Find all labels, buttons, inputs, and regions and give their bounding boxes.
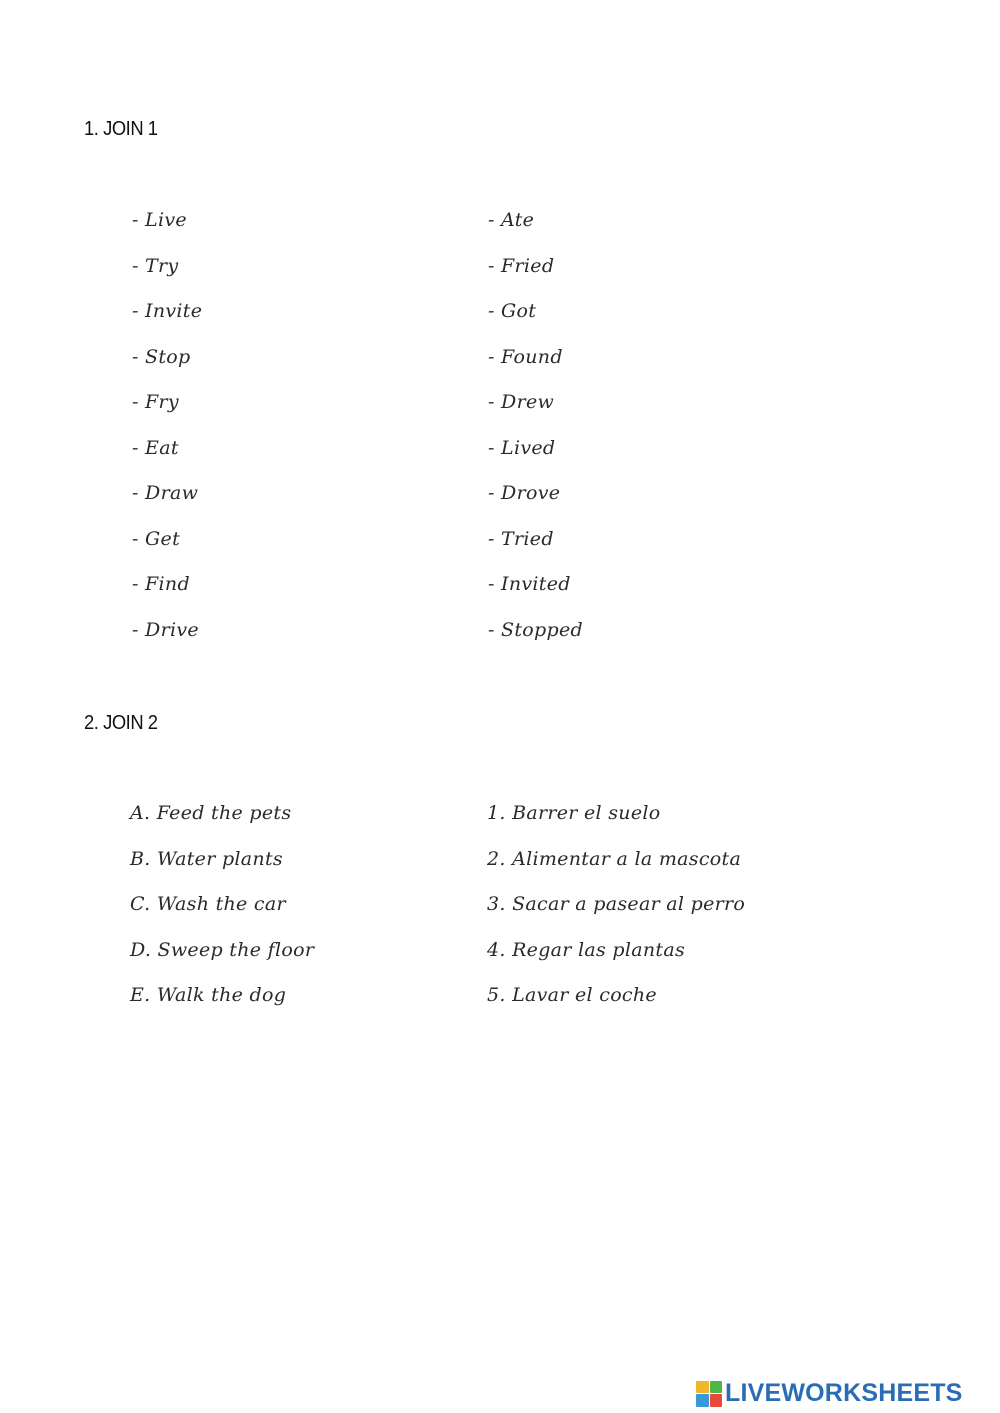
- join2-left-item: A. Feed the pets: [130, 802, 292, 824]
- join1-right-item: - Stopped: [488, 619, 583, 641]
- join1-right-item: - Lived: [488, 437, 556, 459]
- join2-right-item: 5. Lavar el coche: [487, 984, 657, 1006]
- join1-left-item: - Try: [132, 255, 179, 277]
- brand-wordmark: LIVEWORKSHEETS: [725, 1379, 963, 1407]
- join1-left-item: - Eat: [132, 437, 179, 459]
- join1-left-item: - Find: [132, 573, 190, 595]
- join2-right-item: 3. Sacar a pasear al perro: [487, 893, 746, 915]
- join1-right-item: - Found: [488, 346, 563, 368]
- join1-left-item: - Invite: [132, 300, 203, 322]
- join1-right-item: - Tried: [488, 528, 554, 550]
- join1-right-item: - Drove: [488, 482, 561, 504]
- join1-left-item: - Stop: [132, 346, 191, 368]
- join2-right-item: 1. Barrer el suelo: [487, 802, 661, 824]
- section-2-heading: 2. JOIN 2: [84, 712, 158, 734]
- join2-left-item: D. Sweep the floor: [130, 939, 315, 961]
- join2-right-item: 4. Regar las plantas: [487, 939, 686, 961]
- join2-left-item: C. Wash the car: [130, 893, 286, 915]
- join1-right-item: - Ate: [488, 209, 535, 231]
- join1-left-item: - Drive: [132, 619, 199, 641]
- join1-right-item: - Invited: [488, 573, 571, 595]
- join1-left-item: - Live: [132, 209, 187, 231]
- section-1-heading: 1. JOIN 1: [84, 118, 158, 140]
- join1-left-item: - Draw: [132, 482, 199, 504]
- join2-left-item: B. Water plants: [130, 848, 283, 870]
- join1-right-item: - Drew: [488, 391, 555, 413]
- join1-right-item: - Got: [488, 300, 537, 322]
- join2-left-item: E. Walk the dog: [130, 984, 287, 1006]
- join1-left-item: - Get: [132, 528, 181, 550]
- join1-right-item: - Fried: [488, 255, 555, 277]
- join1-left-item: - Fry: [132, 391, 179, 413]
- liveworksheets-logo-icon: [696, 1381, 722, 1407]
- join2-right-item: 2. Alimentar a la mascota: [487, 848, 742, 870]
- liveworksheets-brand[interactable]: [696, 1379, 963, 1408]
